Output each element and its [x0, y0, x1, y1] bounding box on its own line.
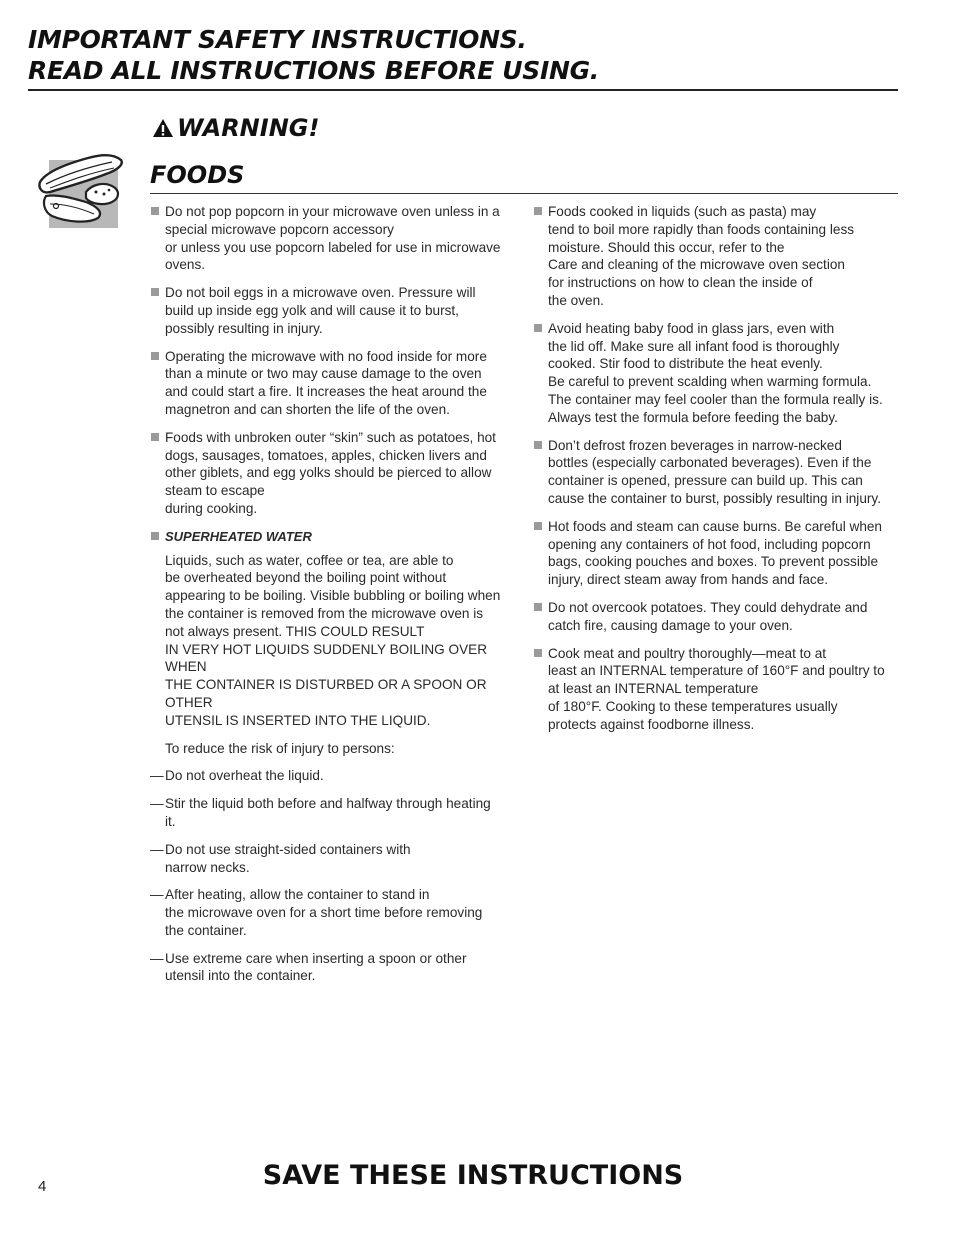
bullet-square-icon — [534, 324, 542, 332]
bullet-square-icon — [534, 649, 542, 657]
list-item: Foods with unbroken outer “skin” such as potatoes, hot dogs, sausages, tomatoes, apples, chicken livers and other giblets, and egg yolks should be pierced to allow steam to escape during cooking. — [150, 429, 516, 518]
bullet-square-icon — [534, 207, 542, 215]
reduce-risk-text: To reduce the risk of injury to persons: — [165, 740, 395, 756]
list-item: Don’t defrost frozen beverages in narrow-necked bottles (especially carbonated beverages). Even if the container is opened, pressure can build up. This can cause the container to burst, possibly resulting in injury. — [533, 437, 899, 508]
dash-item: — Use extreme care when inserting a spoon or other utensil into the container. — [150, 950, 467, 984]
bullet-square-icon — [151, 288, 159, 296]
list-item: Do not overcook potatoes. They could dehydrate and catch fire, causing damage to your oven. — [533, 599, 899, 635]
list-item: Cook meat and poultry thoroughly—meat to at least an INTERNAL temperature of 160°F and poultry to at least an INTERNAL temperature of 180°F. Cooking to these temperatures usually protects against foodborne illness. — [533, 645, 899, 734]
section-title: FOODS — [150, 161, 245, 189]
bullet-square-icon — [151, 433, 159, 441]
list-item: Do not pop popcorn in your microwave oven unless in a special microwave popcorn accessory or unless you use popcorn labeled for use in microwave ovens. — [150, 203, 516, 274]
list-item: Avoid heating baby food in glass jars, even with the lid off. Make sure all infant food is thoroughly cooked. Stir food to distribute the heat evenly. Be careful to prevent scalding when warming formula. The container may feel cooler than the formula really is. Always test the formula before feeding the baby. — [533, 320, 899, 427]
superheated-heading: SUPERHEATED WATER — [165, 528, 312, 544]
dash-item: — After heating, allow the container to stand in the microwave oven for a short time before removing the container. — [150, 887, 483, 938]
left-column — [150, 203, 516, 995]
food-icon — [36, 150, 124, 230]
dash-item: — Do not overheat the liquid. — [150, 768, 324, 784]
bullet-square-icon — [151, 352, 159, 360]
bullet-square-icon — [534, 603, 542, 611]
dash-item: — Do not use straight-sided containers with narrow necks. — [150, 841, 411, 875]
superheated-water-item — [150, 528, 516, 546]
warning-label: WARNING! — [177, 114, 320, 142]
bullet-square-icon — [151, 207, 159, 215]
warning-triangle-icon — [152, 118, 174, 138]
header-line-2: READ ALL INSTRUCTIONS BEFORE USING. — [28, 56, 600, 85]
superheated-body: Liquids, such as water, coffee or tea, are able to be overheated beyond the boiling point without appearing to be boiling. Visible bubbling or boiling when the container is removed from the microwave oven is not always present. THIS COULD RESULT IN VERY HOT LIQUIDS SUDDENLY BOILING OVER WHEN THE CONTAINER IS DISTURBED OR A SPOON OR OTHER UTENSIL IS INSERTED INTO THE LIQUID. — [165, 552, 501, 728]
list-item: Operating the microwave with no food inside for more than a minute or two may cause damage to the oven and could start a fire. It increases the heat around the magnetron and can shorten the life of the oven. — [150, 348, 516, 419]
list-item: Foods cooked in liquids (such as pasta) may tend to boil more rapidly than foods containing less moisture. Should this occur, refer to the Care and cleaning of the microwave oven section for instructions on how to clean the inside of the oven. — [533, 203, 899, 310]
page-header — [28, 24, 898, 86]
dash-item: — Stir the liquid both before and halfway through heating it. — [150, 796, 491, 829]
bullet-square-icon — [534, 522, 542, 530]
page-number: 4 — [38, 1178, 47, 1195]
header-line-1: IMPORTANT SAFETY INSTRUCTIONS. — [28, 25, 527, 54]
right-column — [533, 203, 899, 744]
header-rule — [28, 89, 898, 91]
warning-heading — [152, 112, 319, 144]
footer-title: SAVE THESE INSTRUCTIONS — [262, 1160, 684, 1191]
bullet-square-icon — [151, 532, 159, 540]
section-rule — [150, 193, 898, 194]
list-item: Hot foods and steam can cause burns. Be careful when opening any containers of hot food, including popcorn bags, cooking pouches and boxes. To prevent possible injury, direct steam away from hands and face. — [533, 518, 899, 589]
list-item: Do not boil eggs in a microwave oven. Pressure will build up inside egg yolk and will cause it to burst, possibly resulting in injury. — [150, 284, 516, 337]
bullet-square-icon — [534, 441, 542, 449]
